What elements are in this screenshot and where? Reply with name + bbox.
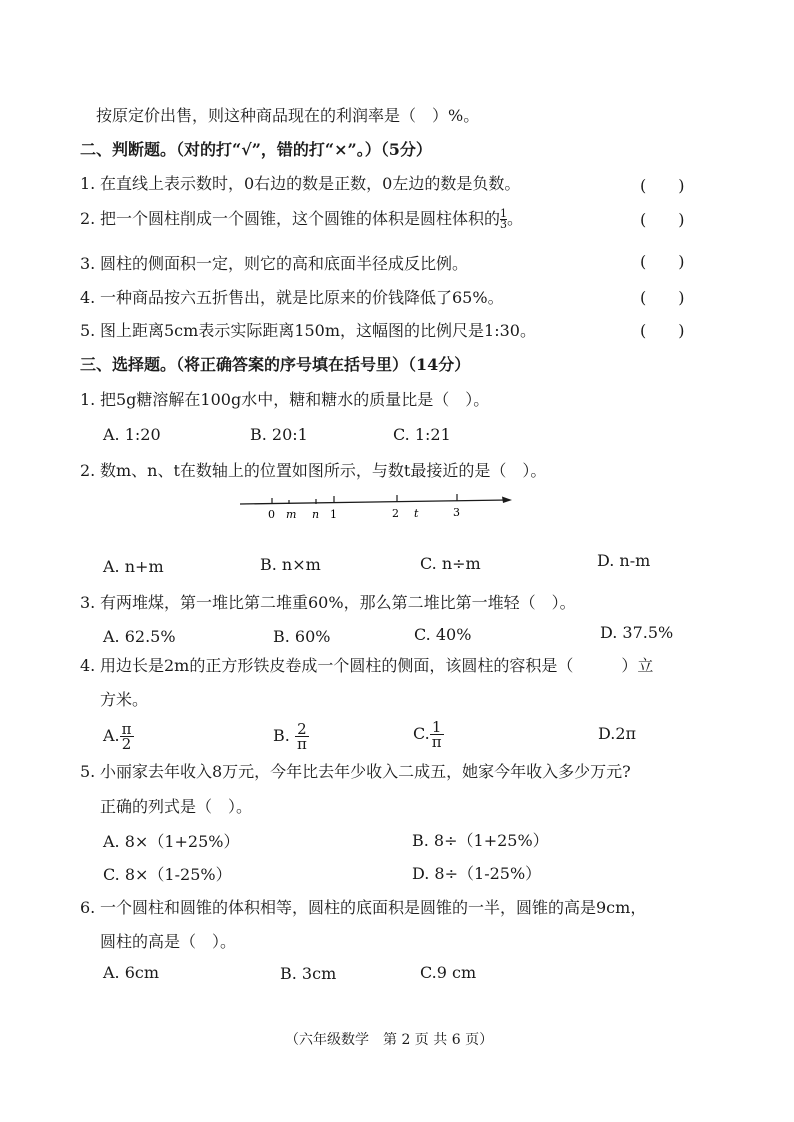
question-text-continued: 方米。 (100, 690, 149, 709)
axis-label-t: t (414, 507, 419, 520)
answer-blank[interactable]: ( ) (640, 176, 685, 195)
item-number: 5. (80, 321, 96, 340)
continued-question-line: 按原定价出售，则这种商品现在的利润率是（ ）%。 (96, 106, 480, 125)
option-d[interactable]: D. 37.5% (600, 623, 674, 642)
question-text-continued: 正确的列式是（ ）。 (100, 797, 253, 816)
option-b[interactable]: B. 8÷（1+25%） (412, 831, 549, 850)
option-c[interactable]: C.9 cm (420, 963, 477, 982)
fraction-1-over-pi: $\frac{1}{\pi}$ (431, 718, 442, 751)
section-heading-judgment: 二、判断题。（对的打“√”，错的打“×”。）（5分） (80, 140, 432, 159)
question-text: 一个圆柱和圆锥的体积相等，圆柱的底面积是圆锥的一半，圆锥的高是9cm， (100, 898, 647, 917)
option-a[interactable]: A. 1:20 (103, 425, 161, 444)
fraction-pi-over-2: $\frac{\pi}{2}$ (121, 720, 132, 753)
axis-label-n: n (312, 508, 320, 521)
fraction-one-third: $\frac{1}{3}$ (500, 207, 508, 231)
option-a[interactable]: A. 6cm (103, 963, 160, 982)
item-text-after: 。 (507, 209, 524, 228)
answer-blank[interactable]: ( ) (640, 321, 685, 340)
option-a[interactable]: A. $\frac{\pi}{2}$ (103, 720, 132, 753)
option-b[interactable]: B. 20:1 (250, 425, 308, 444)
option-b[interactable]: B. 3cm (280, 964, 337, 983)
item-text-before: 把一个圆柱削成一个圆锥，这个圆锥的体积是圆柱体积的 (100, 209, 501, 228)
item-text: 一种商品按六五折售出，就是比原来的价钱降低了65%。 (100, 288, 504, 307)
axis-label-m: m (286, 508, 297, 521)
axis-label-1: 1 (330, 508, 337, 521)
axis-label-0: 0 (268, 508, 275, 521)
item-number: 1. (80, 174, 96, 193)
section-heading-choice: 三、选择题。（将正确答案的序号填在括号里）（14分） (80, 355, 471, 374)
option-d[interactable]: D. n-m (597, 551, 651, 570)
item-number: 4. (80, 288, 96, 307)
item-text: 圆柱的侧面积一定，则它的高和底面半径成反比例。 (100, 254, 469, 273)
option-c[interactable]: C. 40% (414, 625, 472, 644)
question-number: 6. (80, 898, 96, 917)
answer-blank[interactable]: ( ) (640, 210, 685, 229)
option-a[interactable]: A. 8×（1+25%） (103, 832, 240, 851)
arrow-head-icon (502, 497, 512, 504)
item-text: 图上距离5cm表示实际距离150m，这幅图的比例尺是1:30。 (100, 321, 536, 340)
question-text: 有两堆煤，第一堆比第二堆重60%，那么第二堆比第一堆轻（ ）。 (100, 593, 576, 612)
option-c[interactable]: C. n÷m (420, 554, 481, 573)
option-c[interactable]: C. $\frac{1}{\pi}$ (413, 718, 442, 751)
option-d[interactable]: D.2π (598, 724, 637, 743)
option-b[interactable]: B. $\frac{2}{\pi}$ (273, 720, 307, 753)
number-line-figure (230, 488, 520, 524)
answer-blank[interactable]: ( ) (640, 288, 685, 307)
item-number: 3. (80, 254, 96, 273)
question-number: 4. (80, 656, 96, 675)
option-c[interactable]: C. 1:21 (393, 425, 451, 444)
answer-blank[interactable]: ( ) (640, 252, 685, 271)
question-number: 5. (80, 762, 96, 781)
option-d[interactable]: D. 8÷（1-25%） (412, 864, 542, 883)
page-footer: （六年级数学 第 2 页 共 6 页） (285, 1032, 494, 1048)
item-text (100, 209, 523, 230)
option-a[interactable]: A. 62.5% (103, 627, 176, 646)
option-b[interactable]: B. n×m (260, 555, 321, 574)
axis-label-2: 2 (392, 507, 399, 520)
question-text: 用边长是2m的正方形铁皮卷成一个圆柱的侧面，该圆柱的容积是（ ）立 (100, 656, 654, 675)
question-text-continued: 圆柱的高是（ ）。 (100, 932, 237, 951)
number-line-axis (240, 500, 508, 504)
question-number: 2. (80, 461, 96, 480)
item-number: 2. (80, 209, 96, 228)
question-number: 1. (80, 390, 96, 409)
option-c[interactable]: C. 8×（1-25%） (103, 865, 232, 884)
question-text: 数m、n、t在数轴上的位置如图所示，与数t最接近的是（ ）。 (100, 461, 547, 480)
axis-label-3: 3 (453, 506, 460, 519)
fraction-2-over-pi: $\frac{2}{\pi}$ (296, 720, 307, 753)
option-a[interactable]: A. n+m (103, 557, 164, 576)
question-text: 小丽家去年收入8万元，今年比去年少收入二成五，她家今年收入多少万元? (100, 762, 631, 781)
option-b[interactable]: B. 60% (273, 627, 331, 646)
question-text: 把5g糖溶解在100g水中，糖和糖水的质量比是（ ）。 (100, 390, 490, 409)
item-text: 在直线上表示数时，0右边的数是正数，0左边的数是负数。 (100, 174, 521, 193)
question-number: 3. (80, 593, 96, 612)
